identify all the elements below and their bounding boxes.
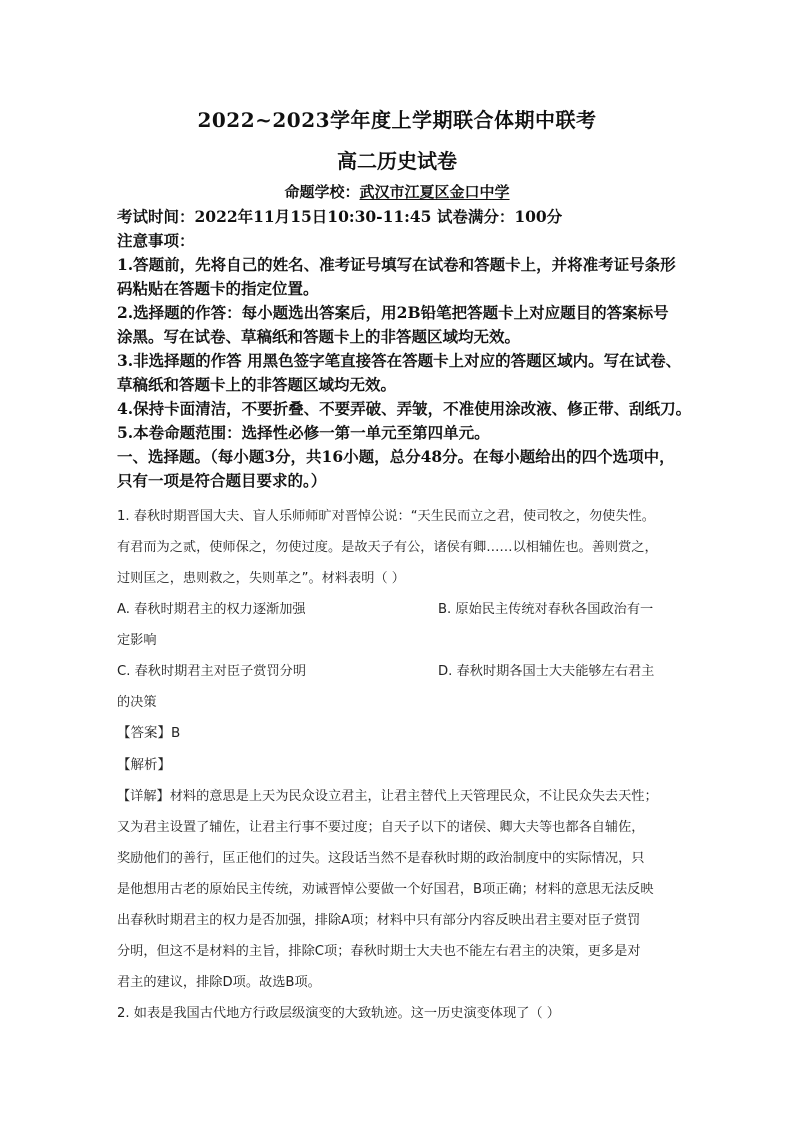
section-heading: 一、选择题。（每小题3分，共16小题，总分48分。在每小题给出的四个选项中， <box>117 447 675 466</box>
stem-line: 2. 如表是我国古代地方行政层级演变的大致轨迹。这一历史演变体现了（ ） <box>117 1006 560 1021</box>
note-line: 3.非选择题的作答 用黑色签字笔直接答在答题卡上对应的答题区域内。写在试卷、 <box>117 351 682 370</box>
exam-title: 2022~2023学年度上学期联合体期中联考 <box>197 108 597 132</box>
option-b: B. 原始民主传统对春秋各国政治有一 <box>438 602 654 617</box>
option-a: A. 春秋时期君主的权力逐渐加强 <box>117 602 306 617</box>
option-d-continued: 的决策 <box>117 695 157 710</box>
section-heading: 只有一项是符合题目要求的。） <box>117 471 327 490</box>
detail-line: 【详解】材料的意思是上天为民众设立君主，让君主替代上天管理民众，不让民众失去天性； <box>117 789 658 804</box>
analysis-label: 【解析】 <box>117 757 171 773</box>
stem-line: 1. 春秋时期晋国大夫、盲人乐师师旷对晋悼公说：“天生民而立之君，使司牧之，勿使失性。 <box>117 509 655 524</box>
note-line: 涂黑。写在试卷、草稿纸和答题卡上的非答题区域均无效。 <box>117 327 521 346</box>
option-c: C. 春秋时期君主对臣子赏罚分明 <box>117 664 307 679</box>
detail-line: 分明，但这不是材料的主旨，排除C项；春秋时期士大夫也不能左右君主的决策，更多是对 <box>117 944 641 959</box>
note-line: 2.选择题的作答：每小题选出答案后，用2B铅笔把答题卡上对应题目的答案标号 <box>117 303 669 322</box>
exam-time: 考试时间：2022年11月15日10:30-11:45 试卷满分：100分 <box>117 207 563 226</box>
school-label: 命题学校： <box>284 183 360 201</box>
exam-instructions <box>117 205 692 493</box>
detail-line: 奖励他们的善行，匡正他们的过失。这段话当然不是春秋时期的政治制度中的实际情况，只 <box>117 851 645 866</box>
detail-line: 出春秋时期君主的权力是否加强，排除A项；材料中只有部分内容反映出君主要对臣子赏罚 <box>117 913 641 928</box>
exam-subtitle: 高二历史试卷 <box>337 149 457 173</box>
answer-label: 【答案】B <box>117 725 181 741</box>
detail-line: 又为君主设置了辅佐，让君主行事不要过度；自天子以下的诸侯、卿大夫等也都各自辅佐， <box>117 820 645 835</box>
stem-line: 过则匡之，患则救之，失则革之”。材料表明（ ） <box>117 571 405 586</box>
note-line: 1.答题前，先将自己的姓名、准考证号填写在试卷和答题卡上，并将准考证号条形 <box>117 255 676 274</box>
question-1-options <box>117 594 687 718</box>
option-d: D. 春秋时期各国士大夫能够左右君主 <box>438 664 655 679</box>
question-1-detail <box>117 781 689 998</box>
option-b-continued: 定影响 <box>117 633 157 648</box>
detail-line: 是他想用古老的原始民主传统，劝诫晋悼公要做一个好国君，B项正确；材料的意思无法反映 <box>117 882 654 897</box>
note-line: 4.保持卡面清洁，不要折叠、不要弄破、弄皱，不准使用涂改液、修正带、刮纸刀。 <box>117 399 692 418</box>
stem-line: 有君而为之贰，使师保之，勿使过度。是故天子有公，诸侯有卿……以相辅佐也。善则赏之， <box>117 540 658 555</box>
notes-title: 注意事项： <box>117 231 195 250</box>
note-line: 码粘贴在答题卡的指定位置。 <box>117 279 319 298</box>
note-line: 草稿纸和答题卡上的非答题区域均无效。 <box>117 375 397 394</box>
note-line: 5.本卷命题范围：选择性必修一第一单元至第四单元。 <box>117 423 490 442</box>
question-2-stem <box>117 998 689 1029</box>
question-1-stem <box>117 501 689 594</box>
school-line <box>0 181 794 202</box>
school-name: 武汉市江夏区金口中学 <box>359 183 510 201</box>
detail-line: 君主的建议，排除D项。故选B项。 <box>117 975 321 990</box>
